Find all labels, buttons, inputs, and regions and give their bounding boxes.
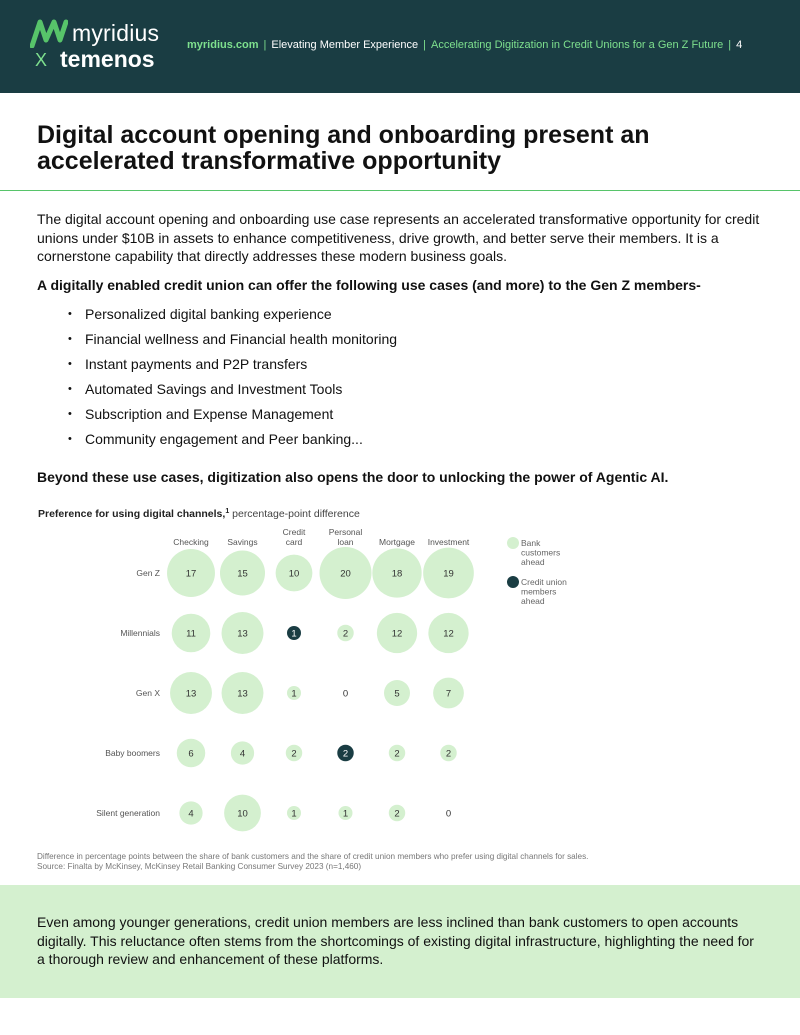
legend-bank-swatch xyxy=(507,537,519,549)
data-label: 0 xyxy=(445,808,452,820)
intro-paragraph: The digital account opening and onboarding use case represents an accelerated transformative opportunity for credit unions under $10B in assets to enhance competitiveness, drive growth, and better serve their members. It is a cornerstone capability that directly addresses these modern business goals. xyxy=(37,211,760,264)
list-item: • Community engagement and Peer banking... xyxy=(68,430,397,455)
data-label: 1 xyxy=(342,808,349,820)
separator: | xyxy=(423,39,426,51)
data-label: 1 xyxy=(291,628,297,640)
column-header: card xyxy=(285,537,303,547)
data-label: 13 xyxy=(185,688,197,700)
list-item: • Subscription and Expense Management xyxy=(68,405,397,430)
callout-text: Even among younger generations, credit union members are less inclined than bank customers to open accounts digitally. This reluctance often stems from the shortcomings of existing digital infrastructure, highlighting the need for a thorough review and enhancement of these platforms. xyxy=(37,914,754,967)
column-header: Investment xyxy=(427,537,470,547)
row-label: Baby boomers xyxy=(105,748,160,758)
chart-canvas xyxy=(36,503,596,848)
data-label: 2 xyxy=(342,628,349,640)
data-label: 0 xyxy=(342,688,349,700)
column-header: Mortgage xyxy=(379,537,415,547)
data-label: 11 xyxy=(186,628,196,640)
data-label: 2 xyxy=(291,748,297,760)
row-label: Millennials xyxy=(120,628,160,638)
chart-title: Preference for using digital channels,$^1$ percentage-point difference xyxy=(38,508,360,520)
data-label: 5 xyxy=(394,688,400,700)
list-item: • Personalized digital banking experience xyxy=(68,305,397,330)
header-nav xyxy=(187,39,742,51)
legend-label: Bank xyxy=(521,538,541,548)
row-label: Gen Z xyxy=(136,568,160,578)
logo xyxy=(30,16,170,74)
data-label: 2 xyxy=(342,748,349,760)
use-cases-lead: A digitally enabled credit union can offer the following use cases (and more) to the Gen Z members- xyxy=(37,277,701,293)
column-header: Checking xyxy=(173,537,209,547)
legend-label: Credit union xyxy=(521,577,567,587)
agentic-ai-statement: Beyond these use cases, digitization also opens the door to unlocking the power of Agentic AI. xyxy=(37,469,669,485)
legend-label: ahead xyxy=(521,596,545,606)
report-title: Accelerating Digitization in Credit Unions for a Gen Z Future xyxy=(431,39,724,51)
page-number: 4 xyxy=(736,39,743,51)
data-label: 10 xyxy=(288,568,300,580)
data-label: 2 xyxy=(394,808,400,820)
column-header: loan xyxy=(337,537,354,547)
data-label: 15 xyxy=(237,568,248,580)
column-header: Savings xyxy=(227,537,258,547)
partner-name: temenos xyxy=(60,46,155,72)
legend-label: ahead xyxy=(521,557,545,567)
data-label: 7 xyxy=(445,688,452,700)
page-header xyxy=(0,0,800,93)
separator: | xyxy=(728,39,732,51)
brand-name: myridius xyxy=(72,20,160,46)
data-label: 13 xyxy=(237,628,248,640)
data-label: 4 xyxy=(188,808,194,820)
bubble-chart xyxy=(36,503,596,848)
data-label: 18 xyxy=(391,568,403,580)
separator: | xyxy=(263,39,267,51)
use-case-list xyxy=(68,305,397,455)
row-label: Gen X xyxy=(135,688,160,698)
data-label: 6 xyxy=(188,748,194,760)
title-divider xyxy=(0,190,800,191)
page-title: Digital account opening and onboarding present an accelerated transformative opportunity xyxy=(37,121,650,175)
brand-x: X xyxy=(35,50,48,70)
data-label: 1 xyxy=(291,688,297,700)
tagline: Elevating Member Experience xyxy=(271,39,419,51)
data-label: 12 xyxy=(391,628,403,640)
data-label: 12 xyxy=(443,628,454,640)
callout-box xyxy=(0,885,800,998)
data-label: 2 xyxy=(394,748,400,760)
data-label: 13 xyxy=(237,688,248,700)
legend-label: customers xyxy=(521,547,561,558)
list-item: • Automated Savings and Investment Tools xyxy=(68,380,397,405)
myridius-logo-icon xyxy=(30,18,68,48)
data-label: 10 xyxy=(237,808,248,820)
row-label: Silent generation xyxy=(96,808,160,818)
chart-footnote: Difference in percentage points between the share of bank customers and the share of credit union members who prefer using digital channels for sales. Source: Finalta by McKinsey, McKinsey Retail Banking Consumer Survey 2023 (n=1,460) xyxy=(37,852,589,871)
list-item: • Financial wellness and Financial health monitoring xyxy=(68,330,397,355)
list-item: • Instant payments and P2P transfers xyxy=(68,355,397,380)
data-label: 17 xyxy=(185,568,197,580)
data-label: 1 xyxy=(291,808,297,820)
data-label: 4 xyxy=(239,748,246,760)
data-label: 20 xyxy=(340,568,351,580)
data-label: 2 xyxy=(445,748,452,760)
data-label: 19 xyxy=(443,568,454,580)
column-header: Personal xyxy=(328,527,363,537)
legend-credit-union-swatch xyxy=(507,576,519,588)
site-link[interactable]: myridius.com xyxy=(187,39,259,51)
column-header: Credit xyxy=(282,527,306,537)
legend-label: members xyxy=(521,586,557,597)
